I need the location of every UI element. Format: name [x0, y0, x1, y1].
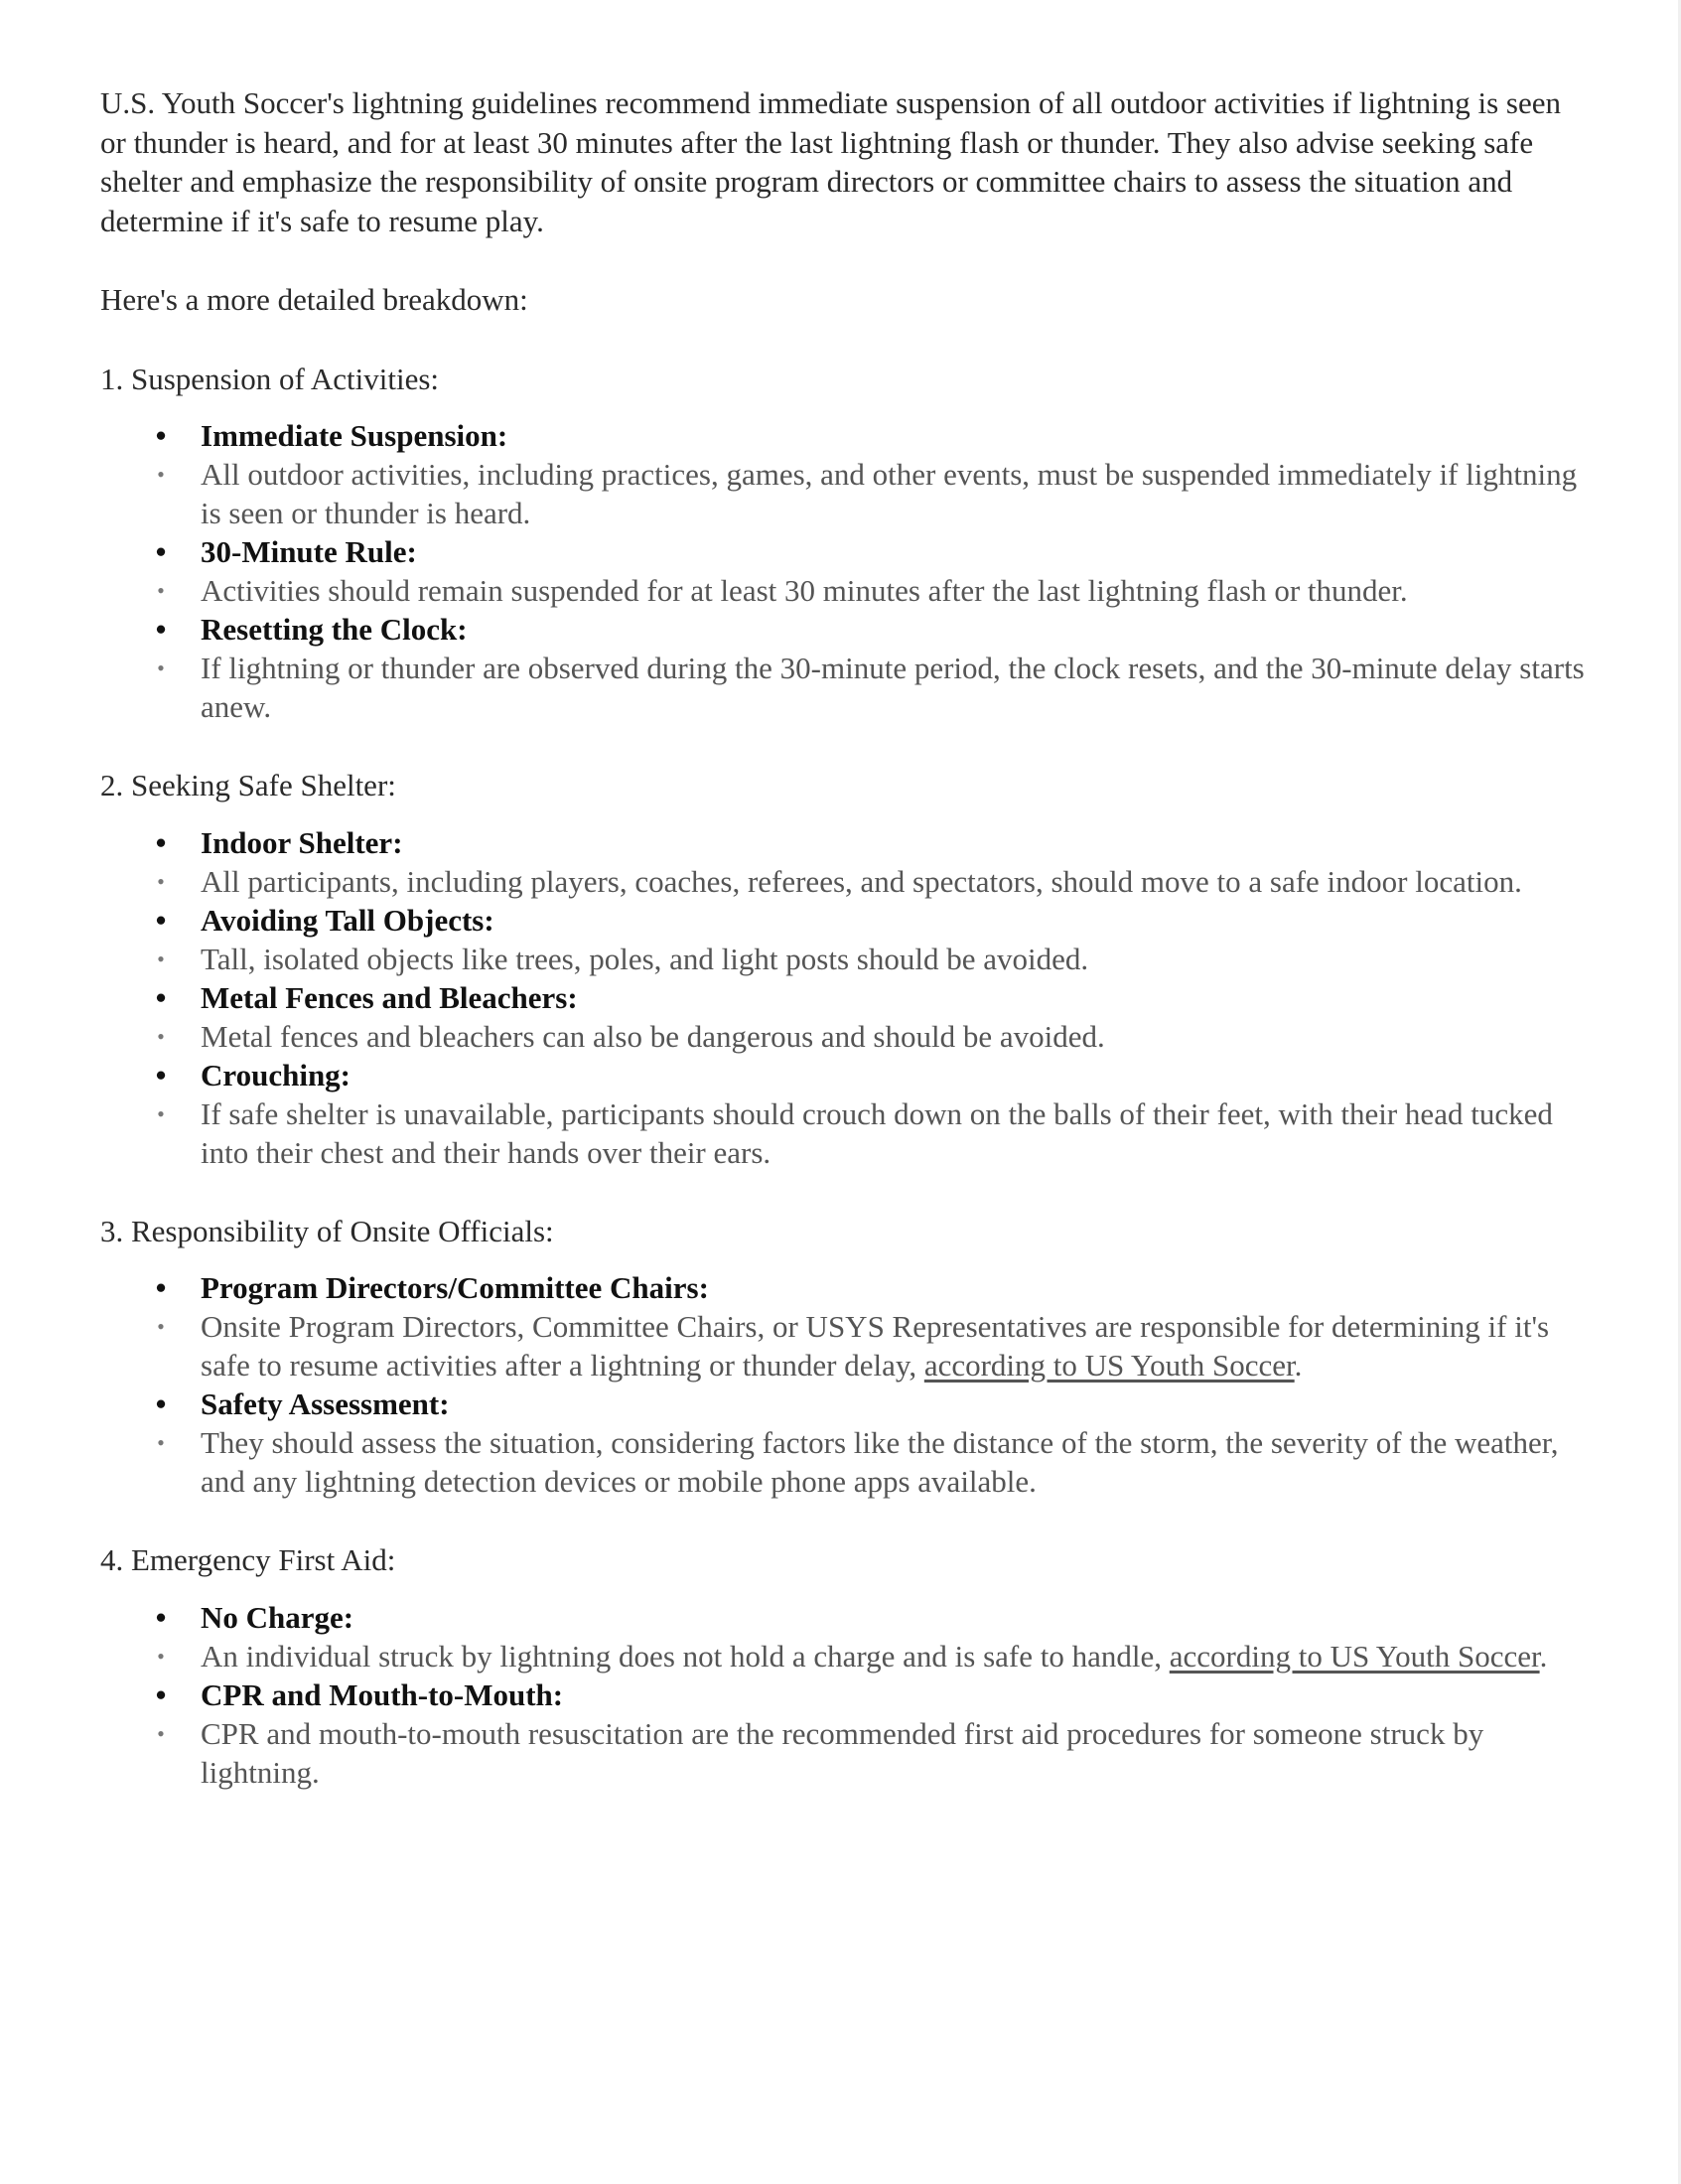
- section-heading: 1. Suspension of Activities:: [100, 361, 439, 396]
- list-item-text: [100, 1423, 1590, 1501]
- list-item-title: [100, 1384, 1590, 1423]
- source-link[interactable]: according to US Youth Soccer: [1169, 1638, 1540, 1674]
- section-heading: 3. Responsibility of Onsite Officials:: [100, 1213, 554, 1248]
- item-text: Tall, isolated objects like trees, poles, and light posts should be avoided.: [201, 941, 1089, 976]
- item-text-end: .: [1539, 1638, 1548, 1674]
- bullet-icon: •: [157, 462, 165, 487]
- bullet-icon: •: [157, 868, 165, 894]
- item-text-end: .: [1294, 1348, 1303, 1383]
- bullet-icon: •: [155, 1676, 167, 1712]
- item-text: CPR and mouth-to-mouth resuscitation are the recommended first aid procedures for someone struck by lightning.: [201, 1715, 1484, 1790]
- bullet-icon: •: [155, 1270, 167, 1305]
- item-title: Metal Fences and Bleachers:: [201, 979, 578, 1015]
- item-title: CPR and Mouth-to-Mouth:: [201, 1676, 564, 1712]
- list-item-title: [100, 823, 1590, 862]
- list-item-title: [100, 1056, 1590, 1094]
- section-first-aid: [100, 1540, 1590, 1792]
- bullet-icon: •: [157, 1720, 165, 1746]
- bullet-icon: •: [157, 1314, 165, 1339]
- source-link[interactable]: according to US Youth Soccer: [923, 1348, 1295, 1383]
- section-list: [100, 823, 1590, 1172]
- list-item-title: [100, 416, 1590, 455]
- bullet-icon: •: [155, 612, 167, 647]
- list-item-text: [100, 649, 1590, 726]
- section-list: [100, 1268, 1590, 1501]
- item-text: Onsite Program Directors, Committee Chairs, or USYS Representatives are responsible for determining if it's safe to resume activities after a lightning or thunder delay,: [201, 1309, 1550, 1383]
- section-heading: 2. Seeking Safe Shelter:: [100, 768, 396, 802]
- bullet-icon: •: [155, 1599, 167, 1635]
- section-suspension: [100, 360, 1590, 727]
- bullet-icon: •: [157, 946, 165, 971]
- bullet-icon: •: [155, 534, 167, 569]
- bullet-icon: •: [157, 578, 165, 603]
- document-page: [100, 83, 1590, 1792]
- item-text: All participants, including players, coaches, referees, and spectators, should move to a safe indoor location.: [201, 863, 1522, 899]
- item-title: Program Directors/Committee Chairs:: [201, 1270, 709, 1305]
- list-item-text: [100, 571, 1590, 610]
- list-item-text: [100, 455, 1590, 532]
- list-item-title: [100, 901, 1590, 940]
- bullet-icon: •: [157, 1643, 165, 1669]
- list-item-text: [100, 1714, 1590, 1792]
- item-text: They should assess the situation, considering factors like the distance of the storm, the severity of the weather, and any lightning detection devices or mobile phone apps available.: [201, 1425, 1559, 1499]
- bullet-icon: •: [157, 1100, 165, 1126]
- lead-paragraph: Here's a more detailed breakdown:: [100, 282, 528, 317]
- bullet-icon: •: [157, 1430, 165, 1455]
- bullet-icon: •: [157, 655, 165, 680]
- item-text: Metal fences and bleachers can also be dangerous and should be avoided.: [201, 1018, 1105, 1054]
- list-item-title: [100, 1675, 1590, 1714]
- item-text: Activities should remain suspended for at least 30 minutes after the last lightning flash or thunder.: [201, 573, 1408, 608]
- section-list: [100, 416, 1590, 726]
- section-list: [100, 1598, 1590, 1792]
- item-title: Safety Assessment:: [201, 1386, 450, 1421]
- section-heading: 4. Emergency First Aid:: [100, 1542, 396, 1577]
- list-item-text: [100, 1017, 1590, 1056]
- list-item-title: [100, 610, 1590, 649]
- bullet-icon: •: [155, 902, 167, 938]
- bullet-icon: •: [155, 1057, 167, 1092]
- bullet-icon: •: [155, 979, 167, 1015]
- list-item-text: [100, 940, 1590, 978]
- item-text: If lightning or thunder are observed during the 30-minute period, the clock resets, and the 30-minute delay starts anew.: [201, 651, 1585, 724]
- list-item-text: [100, 1094, 1590, 1172]
- list-item-title: [100, 1268, 1590, 1307]
- item-title: Immediate Suspension:: [201, 418, 508, 453]
- list-item-text: [100, 862, 1590, 901]
- item-title: 30-Minute Rule:: [201, 534, 417, 569]
- list-item-title: [100, 532, 1590, 571]
- intro-paragraph: U.S. Youth Soccer's lightning guidelines recommend immediate suspension of all outdoor activities if lightning is seen or thunder is heard, and for at least 30 minutes after the last lightning flash or thunder. They also advise seeking safe shelter and emphasize the responsibility of onsite program directors or committee chairs to assess the situation and determine if it's safe to resume play.: [100, 85, 1562, 238]
- item-text: All outdoor activities, including practices, games, and other events, must be suspended immediately if lightning is seen or thunder is heard.: [201, 457, 1578, 530]
- section-officials: [100, 1212, 1590, 1502]
- item-text: If safe shelter is unavailable, participants should crouch down on the balls of their feet, with their head tucked into their chest and their hands over their ears.: [201, 1095, 1553, 1170]
- item-title: Indoor Shelter:: [201, 824, 403, 860]
- bullet-icon: •: [155, 418, 167, 453]
- item-title: Avoiding Tall Objects:: [201, 902, 494, 938]
- item-title: Resetting the Clock:: [201, 612, 468, 647]
- bullet-icon: •: [155, 824, 167, 860]
- item-text: An individual struck by lightning does not hold a charge and is safe to handle,: [201, 1638, 1170, 1674]
- list-item-text: [100, 1637, 1590, 1675]
- item-title: Crouching:: [201, 1057, 351, 1092]
- item-title: No Charge:: [201, 1599, 354, 1635]
- bullet-icon: •: [155, 1386, 167, 1421]
- list-item-title: [100, 978, 1590, 1017]
- list-item-title: [100, 1598, 1590, 1637]
- bullet-icon: •: [157, 1023, 165, 1049]
- list-item-text: [100, 1307, 1590, 1384]
- section-shelter: [100, 766, 1590, 1172]
